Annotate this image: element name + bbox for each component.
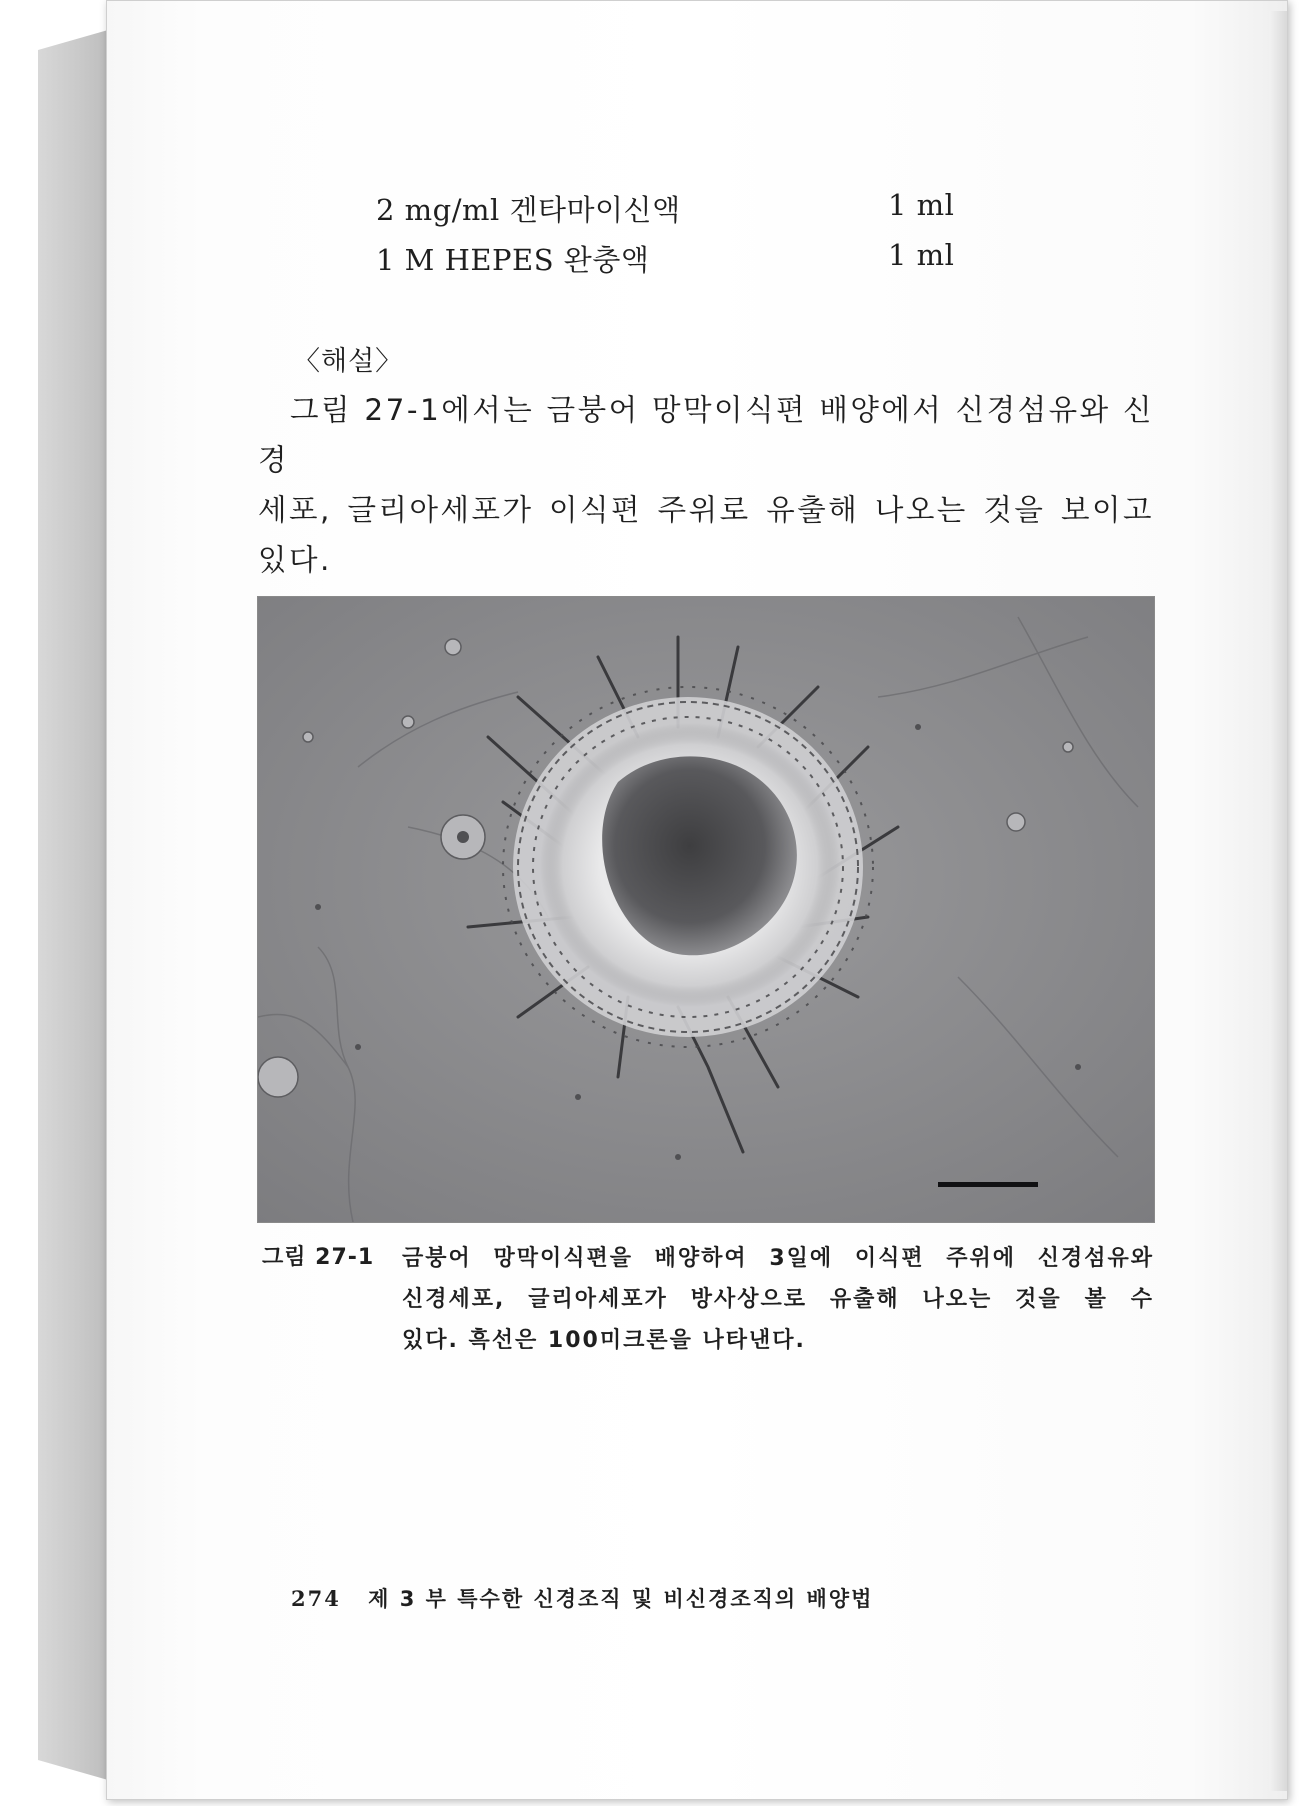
figure-caption (402, 1238, 1154, 1361)
reagent-amount: 1 ml (888, 188, 955, 222)
page-number: 274 (291, 1586, 341, 1611)
caption-line: 신경세포, 글리아세포가 방사상으로 유출해 나오는 것을 볼 수 (402, 1287, 1154, 1312)
figure-caption-label: 그림 27-1 (262, 1245, 375, 1270)
page-footer (291, 1583, 873, 1613)
micrograph-illustration (258, 597, 1154, 1222)
caption-line: 금붕어 망막이식편을 배양하여 3일에 이식편 주위에 신경섬유와 (402, 1246, 1154, 1271)
commentary-paragraph (258, 385, 1154, 585)
paragraph-line: 그림 27-1에서는 금붕어 망막이식편 배양에서 신경섬유와 신경 (258, 393, 1154, 477)
paragraph-line: 있다. (258, 543, 332, 577)
running-title: 제 3 부 특수한 신경조직 및 비신경조직의 배양법 (368, 1587, 874, 1611)
page-edge (1269, 11, 1287, 1791)
section-heading: 〈해설〉 (293, 346, 404, 377)
reagent-row (376, 188, 966, 232)
reagent-name: 1 M HEPES 완충액 (376, 243, 650, 277)
caption-line: 있다. 흑선은 100미크론을 나타낸다. (402, 1328, 806, 1353)
reagent-row (376, 238, 966, 282)
reagent-amount: 1 ml (888, 238, 955, 272)
scale-bar (938, 1182, 1038, 1187)
reagent-name: 2 mg/ml 겐타마이신액 (376, 193, 681, 227)
book-spine (38, 30, 108, 1780)
paragraph-line: 세포, 글리아세포가 이식편 주위로 유출해 나오는 것을 보이고 (258, 493, 1154, 527)
micrograph-photo (257, 596, 1155, 1223)
